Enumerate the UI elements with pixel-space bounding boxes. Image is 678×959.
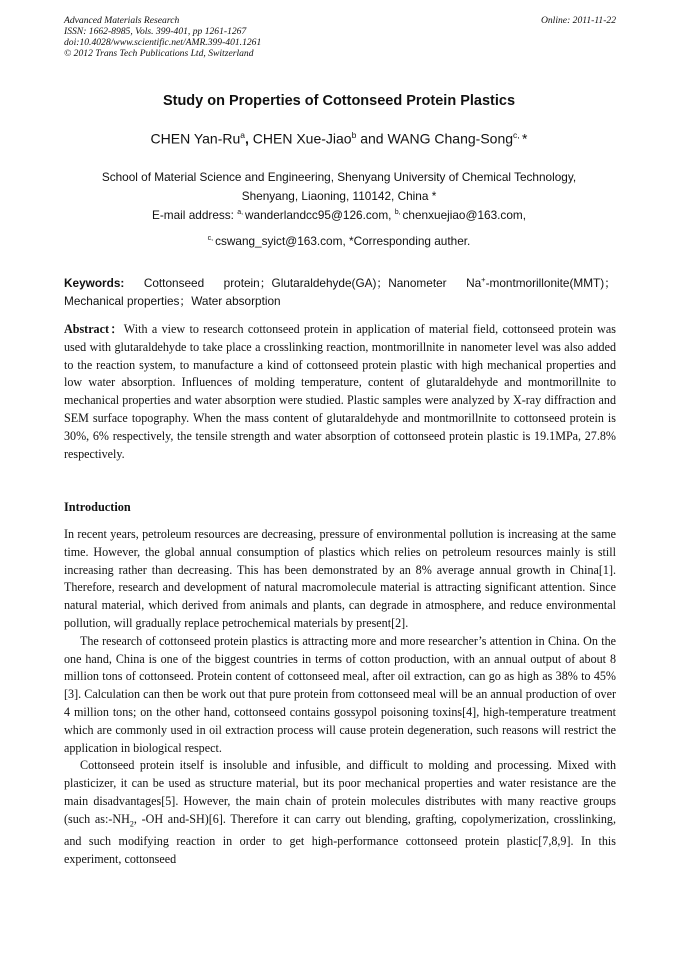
paper-title: Study on Properties of Cottonseed Protein Plastics [162, 93, 516, 109]
issn-line: ISSN: 1662-8985, Vols. 399-401, pp 1261-1267 [64, 26, 247, 37]
online-date: Online: 2011-11-22 [540, 15, 616, 26]
affiliation [60, 168, 618, 206]
author-separator: and [356, 130, 388, 147]
affiliation-line: School of Material Science and Engineering, Shenyang University of Chemical Technology, [101, 170, 577, 184]
email-label: E-mail address: [152, 208, 238, 222]
email-line [40, 208, 638, 222]
author-name: CHEN Xue-Jiao [252, 130, 352, 147]
author-name: CHEN Yan-Ru [150, 130, 241, 147]
copyright-line: © 2012 Trans Tech Publications Ltd, Switzerland [64, 48, 254, 59]
author-superscript: b [351, 130, 357, 140]
paragraph [64, 757, 616, 868]
email-address-link[interactable]: cswang_syict@163.com, *Corresponding auther. [215, 234, 471, 248]
abstract-label: Abstract： [64, 322, 124, 336]
author-separator: , [245, 130, 253, 147]
subscript: 2 [129, 819, 134, 829]
email-superscript: c, [207, 235, 216, 243]
section-heading-introduction: Introduction [64, 500, 131, 514]
paragraph-text: , -OH and-SH)[6]. Therefore it can carry out blending, grafting, copolymerization, crosslinking, and such modifying reaction in order to get high-performance cottonseed protein plastic[7,8,9]. In this experiment, cottonseed [64, 811, 616, 866]
doi-line: doi:10.4028/www.scientific.net/AMR.399-401.1261 [64, 37, 262, 48]
journal-header [64, 15, 616, 59]
author-superscript: a [240, 130, 245, 140]
corresponding-star: * [522, 130, 528, 147]
author-name: WANG Chang-Song [387, 130, 514, 147]
paragraph: In recent years, petroleum resources are decreasing, pressure of environmental pollution is increasing at the same time. However, the global annual consumption of plastics which relies on petroleum resources mainly is still increasing rather than decreasing. This has been demonstrated by an 8% average annual growth in China[1]. Therefore, research and development of natural macromolecule material is attracting significant attention. Since natural material, which derived from animals and plants, can degrade in atmosphere, and reduce environmental pollution, will gradually replace petrochemical materials by present[2]. [64, 527, 616, 630]
email-line [40, 234, 638, 248]
paragraph-text: Cottonseed protein itself is insoluble and infusible, and difficult to molding and processing. Mixed with plasticizer, it can be used as structure material, but its poor mechanical properties and water resistance are the main disadvantages[5]. However, the main chain of protein molecules distributes with many reactive groups (such as:-NH [64, 758, 616, 826]
paragraph: The research of cottonseed protein plastics is attracting more and more researcher’s attention in China. On the one hand, China is one of the biggest countries in terms of cotton production, with an annual output of about 8 million tons of cottonseed. Protein content of cottonseed meal, after oil extraction, can go as high as 38% to 45%[3]. Calculation can then be work out that pure protein from cottonseed meal will be an annual production of over 4 million tons; on the other hand, cottonseed contains gossypol poisoning toxins[4], high-temperature treatment which are commonly used in oil extraction process will cause protein degeneration, such reasons will restrict the application in biological respect. [64, 633, 616, 755]
journal-name: Advanced Materials Research [64, 15, 180, 26]
author-list [40, 130, 638, 147]
abstract [64, 321, 616, 463]
email-address-link[interactable]: chenxuejiao@163.com, [402, 208, 526, 222]
introduction-body [64, 526, 616, 869]
abstract-text: With a view to research cottonseed protein in application of material field, cottonseed protein was used with glutaraldehyde to take place a crosslinking reaction, montmorillnite in nanometer level was also added to the reaction system, to manufacture a kind of cottonseed protein plastic with high mechanical properties and low water absorption. Influences of molding temperature, content of glutaraldehyde and montmorillnite to mechanical properties and water absorption were studied. Plastic samples were analyzed by X-ray diffraction and SEM surface topography. When the mass content of glutaraldehyde and montmorillnite to cottonseed protein is 30%, 6% respectively, the tensile strength and water absorption of cottonseed protein plastic is 19.1MPa, 27.8% respectively. [64, 322, 616, 461]
email-superscript: a, [237, 209, 246, 217]
keywords-label: Keywords: [64, 275, 125, 290]
keywords-text: -montmorillonite(MMT)；Mechanical properties；Water absorption [64, 275, 616, 308]
email-superscript: b, [394, 209, 403, 217]
keywords [64, 271, 616, 310]
affiliation-line: Shenyang, Liaoning, 110142, China * [241, 189, 437, 203]
email-address-link[interactable]: wanderlandcc95@126.com, [245, 208, 395, 222]
keywords-superscript: + [481, 275, 486, 284]
keywords-text: Cottonseed protein；Glutaraldehyde(GA)；Nanometer Na [124, 275, 482, 290]
author-superscript: c, [513, 130, 523, 140]
